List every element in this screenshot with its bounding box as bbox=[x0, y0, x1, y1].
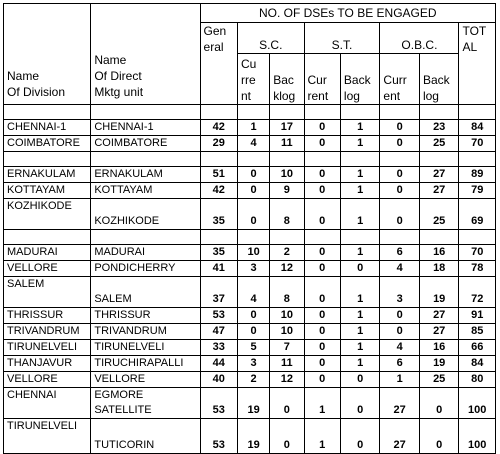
header-st-backlog-line-1: Back bbox=[343, 73, 371, 87]
cell-sc-current: 0 bbox=[237, 308, 269, 324]
cell-st-current: 0 bbox=[304, 120, 340, 136]
cell-sc-current: 0 bbox=[237, 167, 269, 183]
header-unit-line-1: Name bbox=[94, 53, 127, 67]
header-general-line-1: Gen bbox=[203, 24, 227, 38]
cell-obc-current: 27 bbox=[380, 419, 420, 454]
header-st: S.T. bbox=[304, 23, 380, 54]
cell-unit: ERNAKULAM bbox=[91, 167, 200, 183]
header-sc-backlog-line-1: Bac bbox=[273, 73, 294, 87]
header-obc-backlog-line-1: Back bbox=[422, 73, 450, 87]
table-row bbox=[4, 356, 496, 372]
cell-sc-backlog: 0 bbox=[270, 419, 304, 454]
cell-st-current: 1 bbox=[304, 419, 340, 454]
cell-unit: SALEM bbox=[91, 277, 200, 308]
table-row bbox=[4, 183, 496, 199]
table-row bbox=[4, 199, 496, 230]
header-row-title bbox=[4, 4, 496, 23]
cell-sc-current: 4 bbox=[237, 136, 269, 152]
cell-general: 29 bbox=[200, 136, 237, 152]
header-sc: S.C. bbox=[237, 23, 304, 54]
cell-obc-backlog: 16 bbox=[419, 340, 459, 356]
cell-general: 53 bbox=[200, 419, 237, 454]
cell-obc-backlog: 0 bbox=[419, 388, 459, 419]
cell-st-backlog: 1 bbox=[340, 199, 380, 230]
cell-total: 79 bbox=[459, 183, 496, 199]
cell-general: 42 bbox=[200, 120, 237, 136]
table-row bbox=[4, 340, 496, 356]
cell-obc-backlog: 25 bbox=[419, 136, 459, 152]
header-unit-line-3: Mktg unit bbox=[94, 85, 144, 99]
cell-total: 85 bbox=[459, 324, 496, 340]
cell-sc-backlog: 8 bbox=[270, 277, 304, 308]
cell-obc-backlog: 27 bbox=[419, 183, 459, 199]
cell-general: 53 bbox=[200, 388, 237, 419]
spacer-row bbox=[4, 152, 496, 167]
cell-sc-backlog: 8 bbox=[270, 199, 304, 230]
cell-unit bbox=[91, 388, 200, 419]
cell-st-current: 0 bbox=[304, 245, 340, 261]
cell-obc-current: 0 bbox=[380, 167, 420, 183]
cell-unit-line-1: EGMORE bbox=[94, 389, 144, 401]
cell-division: THANJAVUR bbox=[4, 356, 91, 372]
cell-st-backlog: 1 bbox=[340, 167, 380, 183]
table-row bbox=[4, 245, 496, 261]
cell-sc-current: 19 bbox=[237, 419, 269, 454]
cell-total: 100 bbox=[459, 388, 496, 419]
header-division bbox=[4, 4, 91, 105]
cell-obc-current: 0 bbox=[380, 183, 420, 199]
header-sc-current-line-2: rre bbox=[240, 73, 256, 87]
cell-obc-current: 6 bbox=[380, 356, 420, 372]
cell-division: COIMBATORE bbox=[4, 136, 91, 152]
cell-sc-backlog: 0 bbox=[270, 388, 304, 419]
cell-total: 100 bbox=[459, 419, 496, 454]
cell-unit: MADURAI bbox=[91, 245, 200, 261]
cell-sc-backlog: 10 bbox=[270, 324, 304, 340]
cell-general: 44 bbox=[200, 356, 237, 372]
table-row bbox=[4, 419, 496, 454]
cell-st-backlog: 0 bbox=[340, 388, 380, 419]
header-st-backlog bbox=[340, 54, 380, 105]
cell-obc-backlog: 25 bbox=[419, 372, 459, 388]
cell-st-backlog: 1 bbox=[340, 120, 380, 136]
cell-obc-current: 0 bbox=[380, 324, 420, 340]
cell-division: VELLORE bbox=[4, 372, 91, 388]
cell-sc-backlog: 11 bbox=[270, 356, 304, 372]
cell-st-backlog: 0 bbox=[340, 372, 380, 388]
cell-general: 35 bbox=[200, 199, 237, 230]
cell-obc-current: 6 bbox=[380, 245, 420, 261]
cell-obc-backlog: 27 bbox=[419, 324, 459, 340]
cell-st-backlog: 0 bbox=[340, 419, 380, 454]
cell-division: KOTTAYAM bbox=[4, 183, 91, 199]
table-row bbox=[4, 120, 496, 136]
cell-sc-backlog: 11 bbox=[270, 136, 304, 152]
cell-st-current: 0 bbox=[304, 183, 340, 199]
cell-total: 89 bbox=[459, 167, 496, 183]
table-row bbox=[4, 308, 496, 324]
cell-total: 72 bbox=[459, 277, 496, 308]
header-obc-backlog-line-2: log bbox=[422, 89, 439, 103]
cell-st-current: 0 bbox=[304, 324, 340, 340]
cell-general: 53 bbox=[200, 308, 237, 324]
cell-total: 69 bbox=[459, 199, 496, 230]
cell-division: SALEM bbox=[4, 277, 91, 308]
cell-obc-current: 4 bbox=[380, 261, 420, 277]
cell-obc-backlog: 19 bbox=[419, 356, 459, 372]
cell-obc-current: 0 bbox=[380, 136, 420, 152]
cell-sc-backlog: 17 bbox=[270, 120, 304, 136]
cell-total: 84 bbox=[459, 356, 496, 372]
cell-st-current: 0 bbox=[304, 199, 340, 230]
cell-st-current: 0 bbox=[304, 261, 340, 277]
cell-division: KOZHIKODE bbox=[4, 199, 91, 230]
header-division-line-1: Name bbox=[7, 69, 40, 83]
cell-obc-current: 3 bbox=[380, 277, 420, 308]
cell-sc-current: 2 bbox=[237, 372, 269, 388]
cell-st-backlog: 1 bbox=[340, 136, 380, 152]
cell-unit: TIRUNELVELI bbox=[91, 340, 200, 356]
cell-st-backlog: 1 bbox=[340, 356, 380, 372]
table-row bbox=[4, 372, 496, 388]
header-sc-current-line-3: nt bbox=[240, 89, 251, 103]
cell-sc-current: 4 bbox=[237, 277, 269, 308]
header-division-line-2: Of Division bbox=[7, 85, 66, 99]
header-general bbox=[200, 23, 237, 105]
cell-total: 80 bbox=[459, 372, 496, 388]
header-obc-current bbox=[380, 54, 420, 105]
cell-sc-backlog: 2 bbox=[270, 245, 304, 261]
table-row bbox=[4, 388, 496, 419]
cell-st-backlog: 0 bbox=[340, 261, 380, 277]
cell-obc-backlog: 19 bbox=[419, 277, 459, 308]
cell-st-backlog: 1 bbox=[340, 277, 380, 308]
cell-general: 42 bbox=[200, 183, 237, 199]
cell-general: 35 bbox=[200, 245, 237, 261]
cell-division: CHENNAI bbox=[4, 388, 91, 419]
cell-obc-current: 4 bbox=[380, 340, 420, 356]
cell-division: CHENNAI-1 bbox=[4, 120, 91, 136]
cell-division: VELLORE bbox=[4, 261, 91, 277]
dse-engagement-table bbox=[3, 3, 496, 454]
cell-sc-current: 19 bbox=[237, 388, 269, 419]
header-title: NO. OF DSEs TO BE ENGAGED bbox=[200, 4, 495, 23]
cell-general: 47 bbox=[200, 324, 237, 340]
cell-st-current: 0 bbox=[304, 308, 340, 324]
cell-sc-current: 0 bbox=[237, 324, 269, 340]
cell-sc-backlog: 7 bbox=[270, 340, 304, 356]
cell-sc-current: 0 bbox=[237, 183, 269, 199]
header-st-backlog-line-2: log bbox=[343, 89, 360, 103]
cell-total: 66 bbox=[459, 340, 496, 356]
header-sc-current bbox=[237, 54, 269, 105]
cell-sc-current: 5 bbox=[237, 340, 269, 356]
spacer-row bbox=[4, 230, 496, 245]
table-row bbox=[4, 261, 496, 277]
cell-obc-current: 0 bbox=[380, 120, 420, 136]
cell-unit: VELLORE bbox=[91, 372, 200, 388]
header-sc-backlog bbox=[270, 54, 304, 105]
cell-sc-backlog: 12 bbox=[270, 261, 304, 277]
cell-unit: PONDICHERRY bbox=[91, 261, 200, 277]
cell-total: 84 bbox=[459, 120, 496, 136]
header-sc-backlog-line-2: klog bbox=[273, 89, 296, 103]
cell-general: 41 bbox=[200, 261, 237, 277]
cell-general: 51 bbox=[200, 167, 237, 183]
cell-sc-current: 3 bbox=[237, 356, 269, 372]
table-row bbox=[4, 324, 496, 340]
header-general-line-2: eral bbox=[203, 40, 224, 54]
cell-general: 40 bbox=[200, 372, 237, 388]
header-obc-backlog bbox=[419, 54, 459, 105]
cell-sc-current: 0 bbox=[237, 199, 269, 230]
header-unit-line-2: Of Direct bbox=[94, 69, 142, 83]
cell-st-backlog: 1 bbox=[340, 183, 380, 199]
cell-unit: CHENNAI-1 bbox=[91, 120, 200, 136]
cell-sc-current: 10 bbox=[237, 245, 269, 261]
cell-st-current: 1 bbox=[304, 388, 340, 419]
cell-unit: TRIVANDRUM bbox=[91, 324, 200, 340]
cell-sc-current: 3 bbox=[237, 261, 269, 277]
header-obc-current-line-1: Curr bbox=[383, 73, 407, 87]
cell-obc-backlog: 23 bbox=[419, 120, 459, 136]
cell-obc-current: 0 bbox=[380, 199, 420, 230]
spacer-row bbox=[4, 105, 496, 120]
cell-unit: THRISSUR bbox=[91, 308, 200, 324]
cell-general: 33 bbox=[200, 340, 237, 356]
cell-obc-backlog: 16 bbox=[419, 245, 459, 261]
cell-unit: TUTICORIN bbox=[91, 419, 200, 454]
cell-total: 78 bbox=[459, 261, 496, 277]
cell-obc-backlog: 27 bbox=[419, 308, 459, 324]
cell-st-backlog: 1 bbox=[340, 324, 380, 340]
cell-st-current: 0 bbox=[304, 356, 340, 372]
cell-unit-line-2: SATELLITE bbox=[94, 404, 152, 416]
cell-division: MADURAI bbox=[4, 245, 91, 261]
header-obc: O.B.C. bbox=[380, 23, 459, 54]
cell-unit: KOZHIKODE bbox=[91, 199, 200, 230]
cell-st-backlog: 1 bbox=[340, 245, 380, 261]
cell-st-backlog: 1 bbox=[340, 340, 380, 356]
table-row bbox=[4, 136, 496, 152]
header-st-current-line-2: rent bbox=[307, 89, 329, 103]
header-obc-current-line-2: ent bbox=[383, 89, 401, 103]
cell-sc-backlog: 12 bbox=[270, 372, 304, 388]
cell-total: 70 bbox=[459, 245, 496, 261]
header-sc-current-line-1: Cu bbox=[240, 57, 257, 71]
cell-total: 70 bbox=[459, 136, 496, 152]
header-total-line-2: AL bbox=[462, 40, 478, 54]
cell-obc-backlog: 25 bbox=[419, 199, 459, 230]
cell-division: TIRUNELVELI bbox=[4, 419, 91, 454]
cell-unit: KOTTAYAM bbox=[91, 183, 200, 199]
cell-division: TRIVANDRUM bbox=[4, 324, 91, 340]
header-total-line-1: TOT bbox=[462, 24, 487, 38]
cell-st-current: 0 bbox=[304, 340, 340, 356]
cell-obc-backlog: 18 bbox=[419, 261, 459, 277]
cell-unit: COIMBATORE bbox=[91, 136, 200, 152]
cell-st-current: 0 bbox=[304, 277, 340, 308]
cell-sc-current: 1 bbox=[237, 120, 269, 136]
cell-sc-backlog: 10 bbox=[270, 167, 304, 183]
cell-unit: TIRUCHIRAPALLI bbox=[91, 356, 200, 372]
cell-general: 37 bbox=[200, 277, 237, 308]
cell-sc-backlog: 9 bbox=[270, 183, 304, 199]
header-total bbox=[459, 23, 496, 105]
cell-obc-current: 1 bbox=[380, 372, 420, 388]
table-row bbox=[4, 277, 496, 308]
header-unit bbox=[91, 4, 200, 105]
cell-division: THRISSUR bbox=[4, 308, 91, 324]
cell-sc-backlog: 10 bbox=[270, 308, 304, 324]
cell-obc-current: 27 bbox=[380, 388, 420, 419]
table-row bbox=[4, 167, 496, 183]
cell-obc-current: 0 bbox=[380, 308, 420, 324]
cell-division: ERNAKULAM bbox=[4, 167, 91, 183]
cell-st-current: 0 bbox=[304, 167, 340, 183]
cell-st-current: 0 bbox=[304, 372, 340, 388]
cell-st-backlog: 1 bbox=[340, 308, 380, 324]
cell-obc-backlog: 27 bbox=[419, 167, 459, 183]
header-st-current bbox=[304, 54, 340, 105]
cell-total: 91 bbox=[459, 308, 496, 324]
cell-division: TIRUNELVELI bbox=[4, 340, 91, 356]
cell-st-current: 0 bbox=[304, 136, 340, 152]
header-st-current-line-1: Cur bbox=[307, 73, 327, 87]
cell-obc-backlog: 0 bbox=[419, 419, 459, 454]
